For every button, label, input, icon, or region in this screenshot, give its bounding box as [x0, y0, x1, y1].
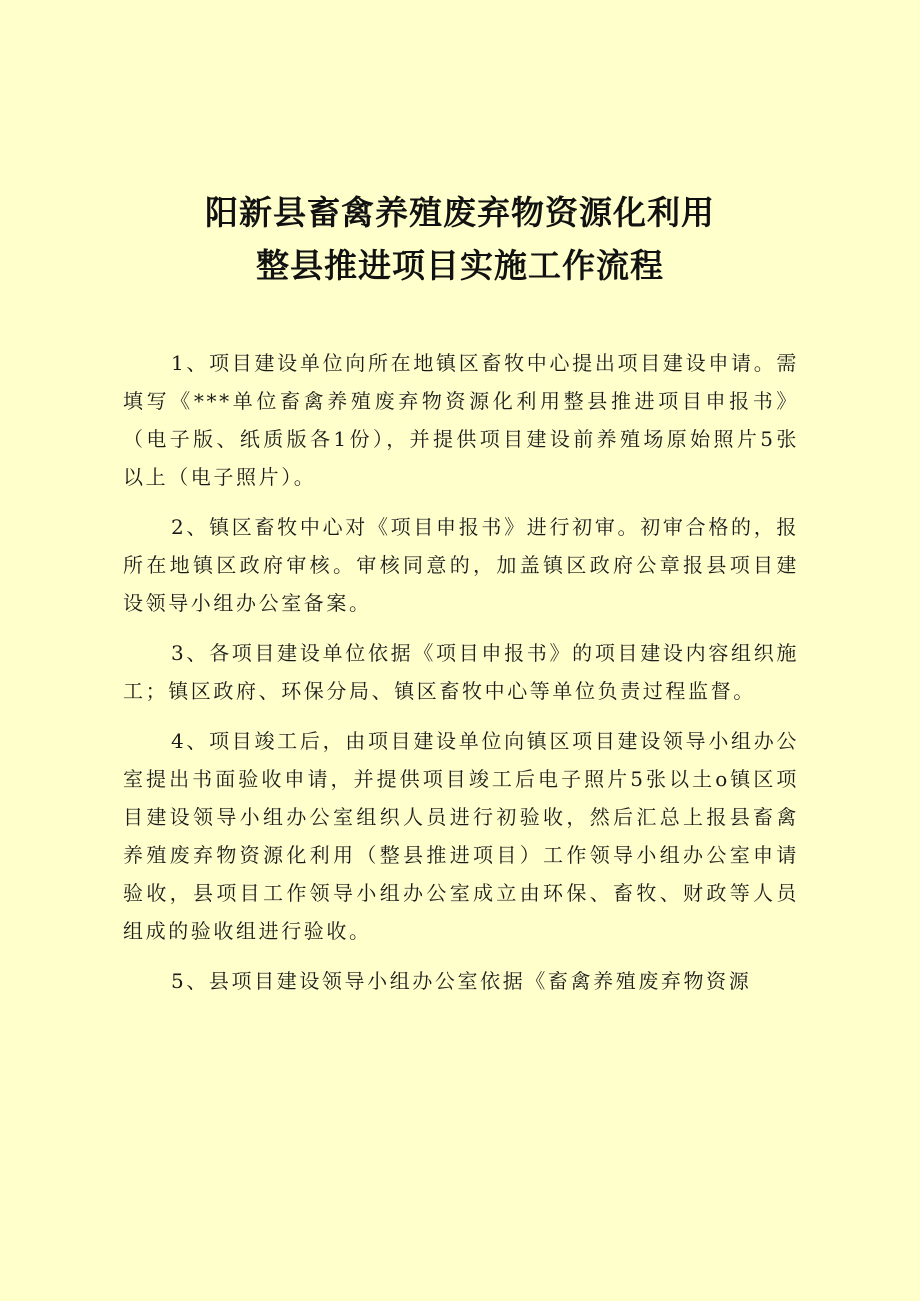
paragraph-5: 5、县项目建设领导小组办公室依据《畜禽养殖废弃物资源: [171, 969, 752, 993]
paragraph-2: 2、镇区畜牧中心对《项目申报书》进行初审。初审合格的，报所在地镇区政府审核。审核同意的，加盖镇区政府公章报县项目建设领导小组办公室备案。: [123, 515, 799, 615]
document-title-line-1: 阳新县畜禽养殖废弃物资源化利用: [205, 193, 715, 232]
paragraph-3: 3、各项目建设单位依据《项目申报书》的项目建设内容组织施工；镇区政府、环保分局、镇区畜牧中心等单位负责过程监督。: [123, 641, 799, 703]
paragraph-1: 1、项目建设单位向所在地镇区畜牧中心提出项目建设申请。需填写《***单位畜禽养殖废弃物资源化利用整县推进项目申报书》（电子版、纸质版各1份），并提供项目建设前养殖场原始照片5张以上（电子照片）。: [123, 351, 799, 489]
paragraph-4: 4、项目竣工后，由项目建设单位向镇区项目建设领导小组办公室提出书面验收申请，并提供项目竣工后电子照片5张以土o镇区项目建设领导小组办公室组织人员进行初验收，然后汇总上报县畜禽养殖废弃物资源化利用（整县推进项目）工作领导小组办公室申请验收，县项目工作领导小组办公室成立由环保、畜牧、财政等人员组成的验收组进行验收。: [123, 729, 799, 943]
document-body: [123, 344, 799, 1012]
document-title-line-2: 整县推进项目实施工作流程: [256, 246, 664, 285]
